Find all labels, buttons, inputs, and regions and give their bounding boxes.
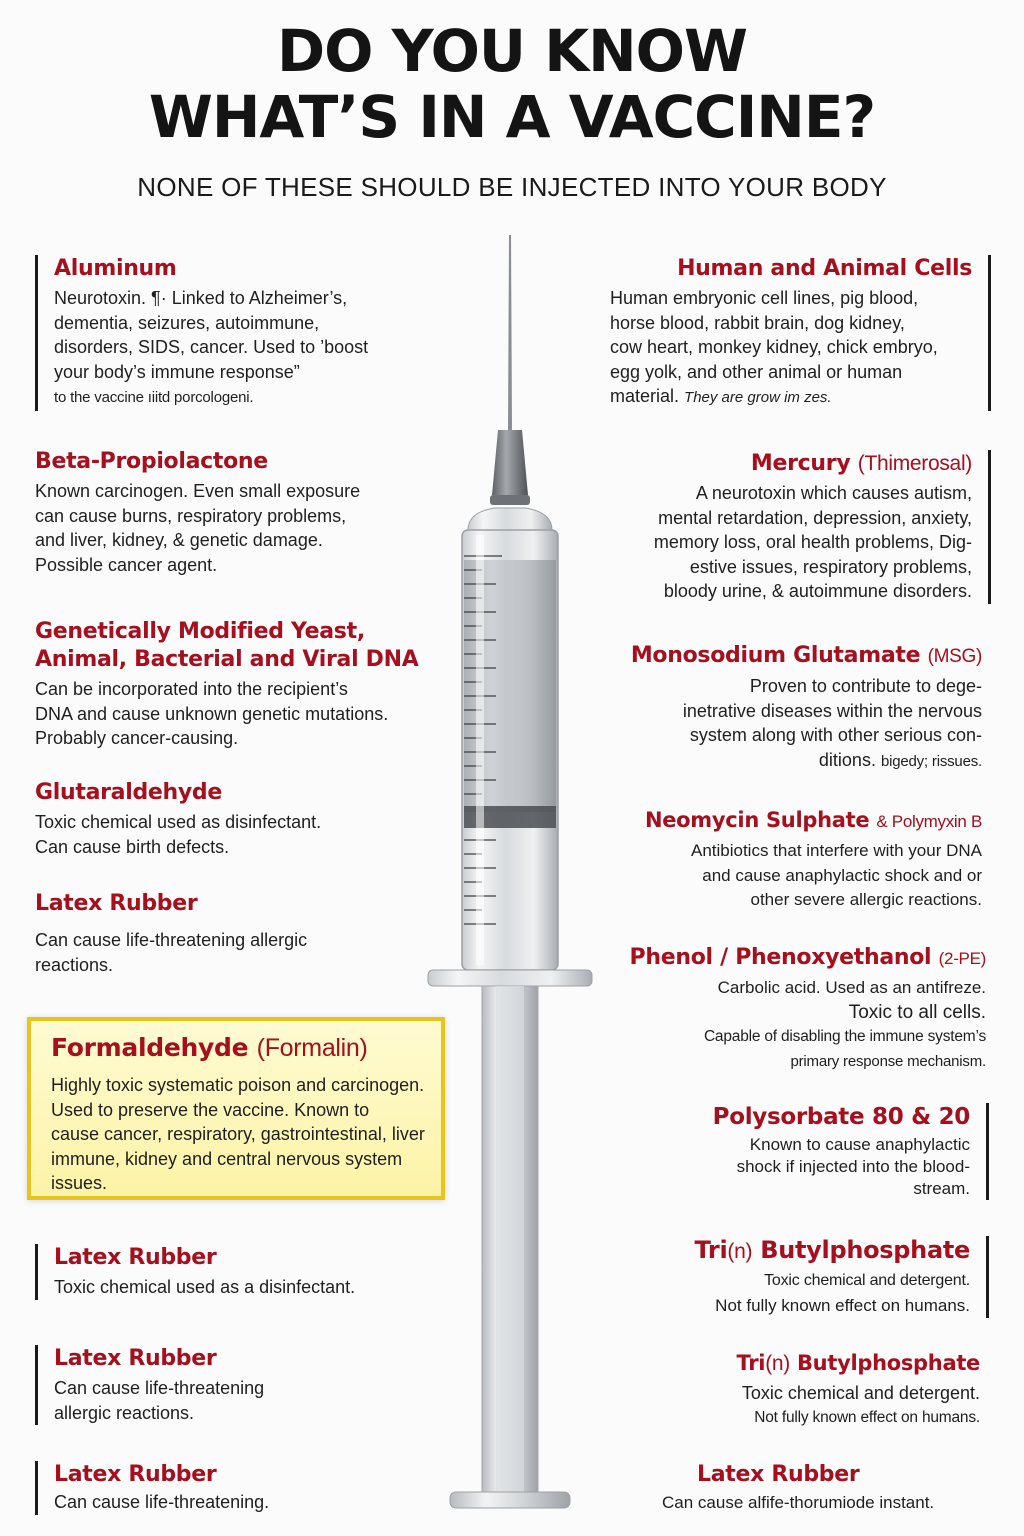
page-title: [0, 18, 1024, 150]
title-paren: (MSG): [927, 646, 982, 667]
title-line-2: WHAT’S IN A VACCINE?: [148, 83, 876, 151]
ingredient-description: [620, 1381, 980, 1430]
title-main: Neomycin Sulphate: [644, 808, 870, 832]
desc-fragment: to the vaccine ıiitd porcologeni.: [54, 389, 254, 406]
desc-line: estive issues, respiratory problems,: [689, 556, 972, 577]
title-part: Butylphosphate: [760, 1236, 970, 1264]
desc-line: Antibiotics that interfere with your DNA: [690, 841, 982, 860]
desc-line: issues.: [51, 1173, 108, 1193]
ingredient-glutaraldehyde: [35, 779, 425, 859]
barrel-flange: [428, 970, 592, 986]
desc-line: stream.: [913, 1179, 970, 1198]
ingredient-description: [54, 286, 444, 411]
desc-line: your body’s immune response”: [54, 361, 300, 382]
ingredient-title: [620, 1349, 980, 1378]
ingredient-description: [640, 1269, 970, 1318]
desc-line: reactions.: [35, 954, 114, 975]
desc-line: Can cause life-threatening: [54, 1378, 265, 1398]
desc-line: DNA and cause unknown genetic mutations.: [35, 703, 389, 724]
desc-line: disorders, SIDS, cancer. Used to ’boost: [54, 337, 369, 357]
desc-line: Proven to contribute to dege-: [749, 676, 982, 696]
desc-line: Carbolic acid. Used as an antifreze.: [717, 978, 986, 997]
desc-line: Human embryonic cell lines, pig blood,: [610, 288, 919, 308]
title-paren: (Thimerosal): [857, 452, 972, 475]
desc-line: allergic reactions.: [54, 1402, 195, 1423]
desc-line: Can cause birth defects.: [35, 836, 230, 857]
ingredient-title: Polysorbate 80 & 20: [712, 1104, 970, 1130]
desc-line: Toxic chemical and detergent.: [741, 1383, 980, 1403]
desc-line: Toxic chemical used as disinfectant.: [35, 812, 322, 832]
desc-line: other severe allergic reactions.: [750, 890, 982, 909]
ingredient-mercury: [600, 450, 991, 604]
desc-line: horse blood, rabbit brain, dog kidney,: [610, 312, 905, 333]
ingredient-description: [662, 1491, 1002, 1516]
ingredient-latex-rubber-1: [35, 890, 425, 977]
title-line-1: DO YOU KNOW: [277, 17, 747, 85]
desc-line: and cause anaphylactic shock and or: [702, 865, 982, 885]
highlight-title-paren: (Formalin): [256, 1034, 368, 1062]
needle-hub: [492, 430, 528, 495]
desc-line: can cause burns, respiratory problems,: [35, 505, 347, 526]
title-part: Butylphosphate: [796, 1351, 980, 1375]
desc-fragment: They are grow im zes.: [684, 389, 832, 406]
desc-line: Neurotoxin. ¶· Linked to Alzheimer’s,: [54, 288, 348, 308]
desc-line: A neurotoxin which causes autism,: [695, 483, 972, 503]
desc-line: memory loss, oral health problems, Dig-: [653, 532, 972, 552]
ingredient-description: [590, 976, 986, 1074]
desc-line: Highly toxic systematic poison and carcinogen.: [51, 1075, 425, 1095]
ingredient-title: [640, 1236, 970, 1266]
desc-line: mental retardation, depression, anxiety,: [658, 507, 972, 528]
ingredient-genetically-modified-dna: [35, 618, 435, 751]
ingredient-title: Beta-Propiolactone: [35, 449, 268, 474]
ingredient-title: [35, 618, 435, 674]
ingredient-title: Human and Animal Cells: [677, 256, 972, 281]
desc-line: Can be incorporated into the recipient’s: [35, 679, 348, 699]
ingredient-description: [54, 1490, 444, 1515]
desc-line: primary response mechanism.: [790, 1052, 986, 1070]
desc-line: cause cancer, respiratory, gastrointestinal, liver: [51, 1124, 425, 1144]
ingredient-description: [600, 839, 982, 913]
desc-fragment: material.: [610, 386, 680, 406]
ingredient-polysorbate: [650, 1103, 989, 1200]
desc-line: [54, 384, 444, 411]
desc-line: bloody urine, & autoimmune disorders.: [663, 581, 972, 601]
ingredient-tributylphosphate-1: [640, 1236, 989, 1318]
ingredient-title: [590, 944, 986, 973]
desc-line: Known carcinogen. Even small exposure: [35, 481, 361, 501]
desc-line: dementia, seizures, autoimmune,: [54, 312, 320, 333]
desc-line: Capable of disabling the immune system’s: [703, 1028, 986, 1045]
ingredient-description: [54, 1275, 444, 1300]
title-main: Monosodium Glutamate: [630, 643, 921, 668]
plunger-thumb-rest: [450, 1492, 570, 1508]
ingredient-title: Glutaraldehyde: [35, 780, 223, 805]
ingredient-human-animal-cells: [610, 255, 991, 411]
highlight-description: [51, 1073, 441, 1196]
desc-line: egg yolk, and other animal or human: [610, 361, 903, 382]
desc-line: Not fully known effect on humans.: [754, 1408, 980, 1426]
ingredient-description: [35, 810, 425, 859]
desc-line: system along with other serious con-: [689, 725, 982, 745]
title-line: Genetically Modified Yeast,: [35, 619, 365, 644]
barrel-highlight: [476, 535, 484, 965]
ingredient-phenol: [590, 944, 986, 1074]
title-paren: & Polymyxin B: [876, 812, 982, 831]
ingredient-neomycin: [600, 806, 982, 913]
title-part: Tri: [736, 1351, 766, 1375]
desc-fragment: ditions.: [818, 749, 876, 770]
desc-fragment: bigedy; rissues.: [880, 752, 982, 770]
desc-line: cow heart, monkey kidney, chick embryo,: [610, 337, 938, 357]
ingredient-description: [650, 1134, 970, 1200]
desc-line: shock if injected into the blood-: [736, 1157, 970, 1176]
desc-line: Can cause alfife-thorumiode instant.: [662, 1493, 935, 1512]
ingredient-beta-propiolactone: [35, 448, 425, 577]
ingredient-msg: [600, 642, 982, 774]
desc-line: immune, kidney and central nervous system: [51, 1148, 403, 1169]
title-part: Tri: [694, 1236, 728, 1264]
barrel-tip: [468, 508, 552, 530]
ingredient-title: [600, 806, 982, 836]
desc-line: Used to preserve the vaccine. Known to: [51, 1099, 370, 1120]
highlight-title-main: Formaldehyde: [51, 1033, 249, 1062]
ingredient-latex-rubber-2: [35, 1244, 444, 1300]
desc-line: [610, 384, 972, 411]
needle: [508, 235, 512, 430]
page-subtitle: NONE OF THESE SHOULD BE INJECTED INTO YOUR BODY: [137, 172, 887, 202]
desc-line: Can cause life-threatening.: [54, 1492, 270, 1512]
ingredient-description: [600, 481, 972, 604]
ingredient-description: [35, 928, 425, 977]
desc-line: Toxic chemical and detergent.: [764, 1272, 970, 1289]
desc-line: and liver, kidney, & genetic damage.: [35, 530, 323, 550]
title-main: Phenol / Phenoxyethanol: [629, 945, 932, 970]
ingredient-aluminum: [35, 255, 444, 411]
desc-line: Can cause life-threatening allergic: [35, 930, 308, 950]
ingredient-title: Latex Rubber: [54, 1462, 217, 1487]
ingredient-title: Latex Rubber: [35, 891, 198, 916]
ingredient-description: [600, 674, 982, 774]
title-paren: (2-PE): [938, 949, 986, 968]
highlight-box-formaldehyde: [27, 1017, 445, 1200]
highlight-title: [51, 1031, 441, 1065]
desc-line: Toxic to all cells.: [848, 1001, 986, 1023]
desc-line: [600, 748, 982, 775]
title-paren: (n): [765, 1352, 790, 1375]
ingredient-latex-rubber-right: [662, 1461, 1002, 1516]
desc-line: Probably cancer-causing.: [35, 728, 239, 748]
hub-ring: [490, 495, 530, 505]
desc-line: inetrative diseases within the nervous: [682, 700, 982, 721]
ingredient-title: Aluminum: [54, 256, 177, 281]
ingredient-title: [600, 450, 972, 478]
ingredient-description: [35, 479, 425, 577]
ingredient-title: Latex Rubber: [54, 1245, 217, 1270]
ingredient-description: [610, 286, 972, 411]
syringe-illustration: [420, 230, 610, 1520]
ingredient-title: Latex Rubber: [697, 1462, 860, 1487]
desc-line: Not fully known effect on humans.: [715, 1295, 970, 1315]
desc-line: Known to cause anaphylactic: [749, 1135, 970, 1154]
ingredient-latex-rubber-4: [35, 1461, 444, 1515]
title-line: Animal, Bacterial and Viral DNA: [35, 647, 419, 672]
title-paren: (n): [727, 1240, 753, 1263]
ingredient-title: Latex Rubber: [54, 1346, 217, 1371]
plunger-rib: [496, 986, 524, 1496]
ingredient-latex-rubber-3: [35, 1345, 444, 1425]
ingredient-description: [54, 1376, 444, 1425]
title-main: Mercury: [750, 451, 851, 476]
ingredient-title: [600, 642, 982, 671]
desc-line: Toxic chemical used as a disinfectant.: [54, 1277, 356, 1297]
ingredient-tributylphosphate-2: [620, 1349, 980, 1430]
ingredient-description: [35, 677, 435, 751]
desc-line: Possible cancer agent.: [35, 554, 218, 575]
